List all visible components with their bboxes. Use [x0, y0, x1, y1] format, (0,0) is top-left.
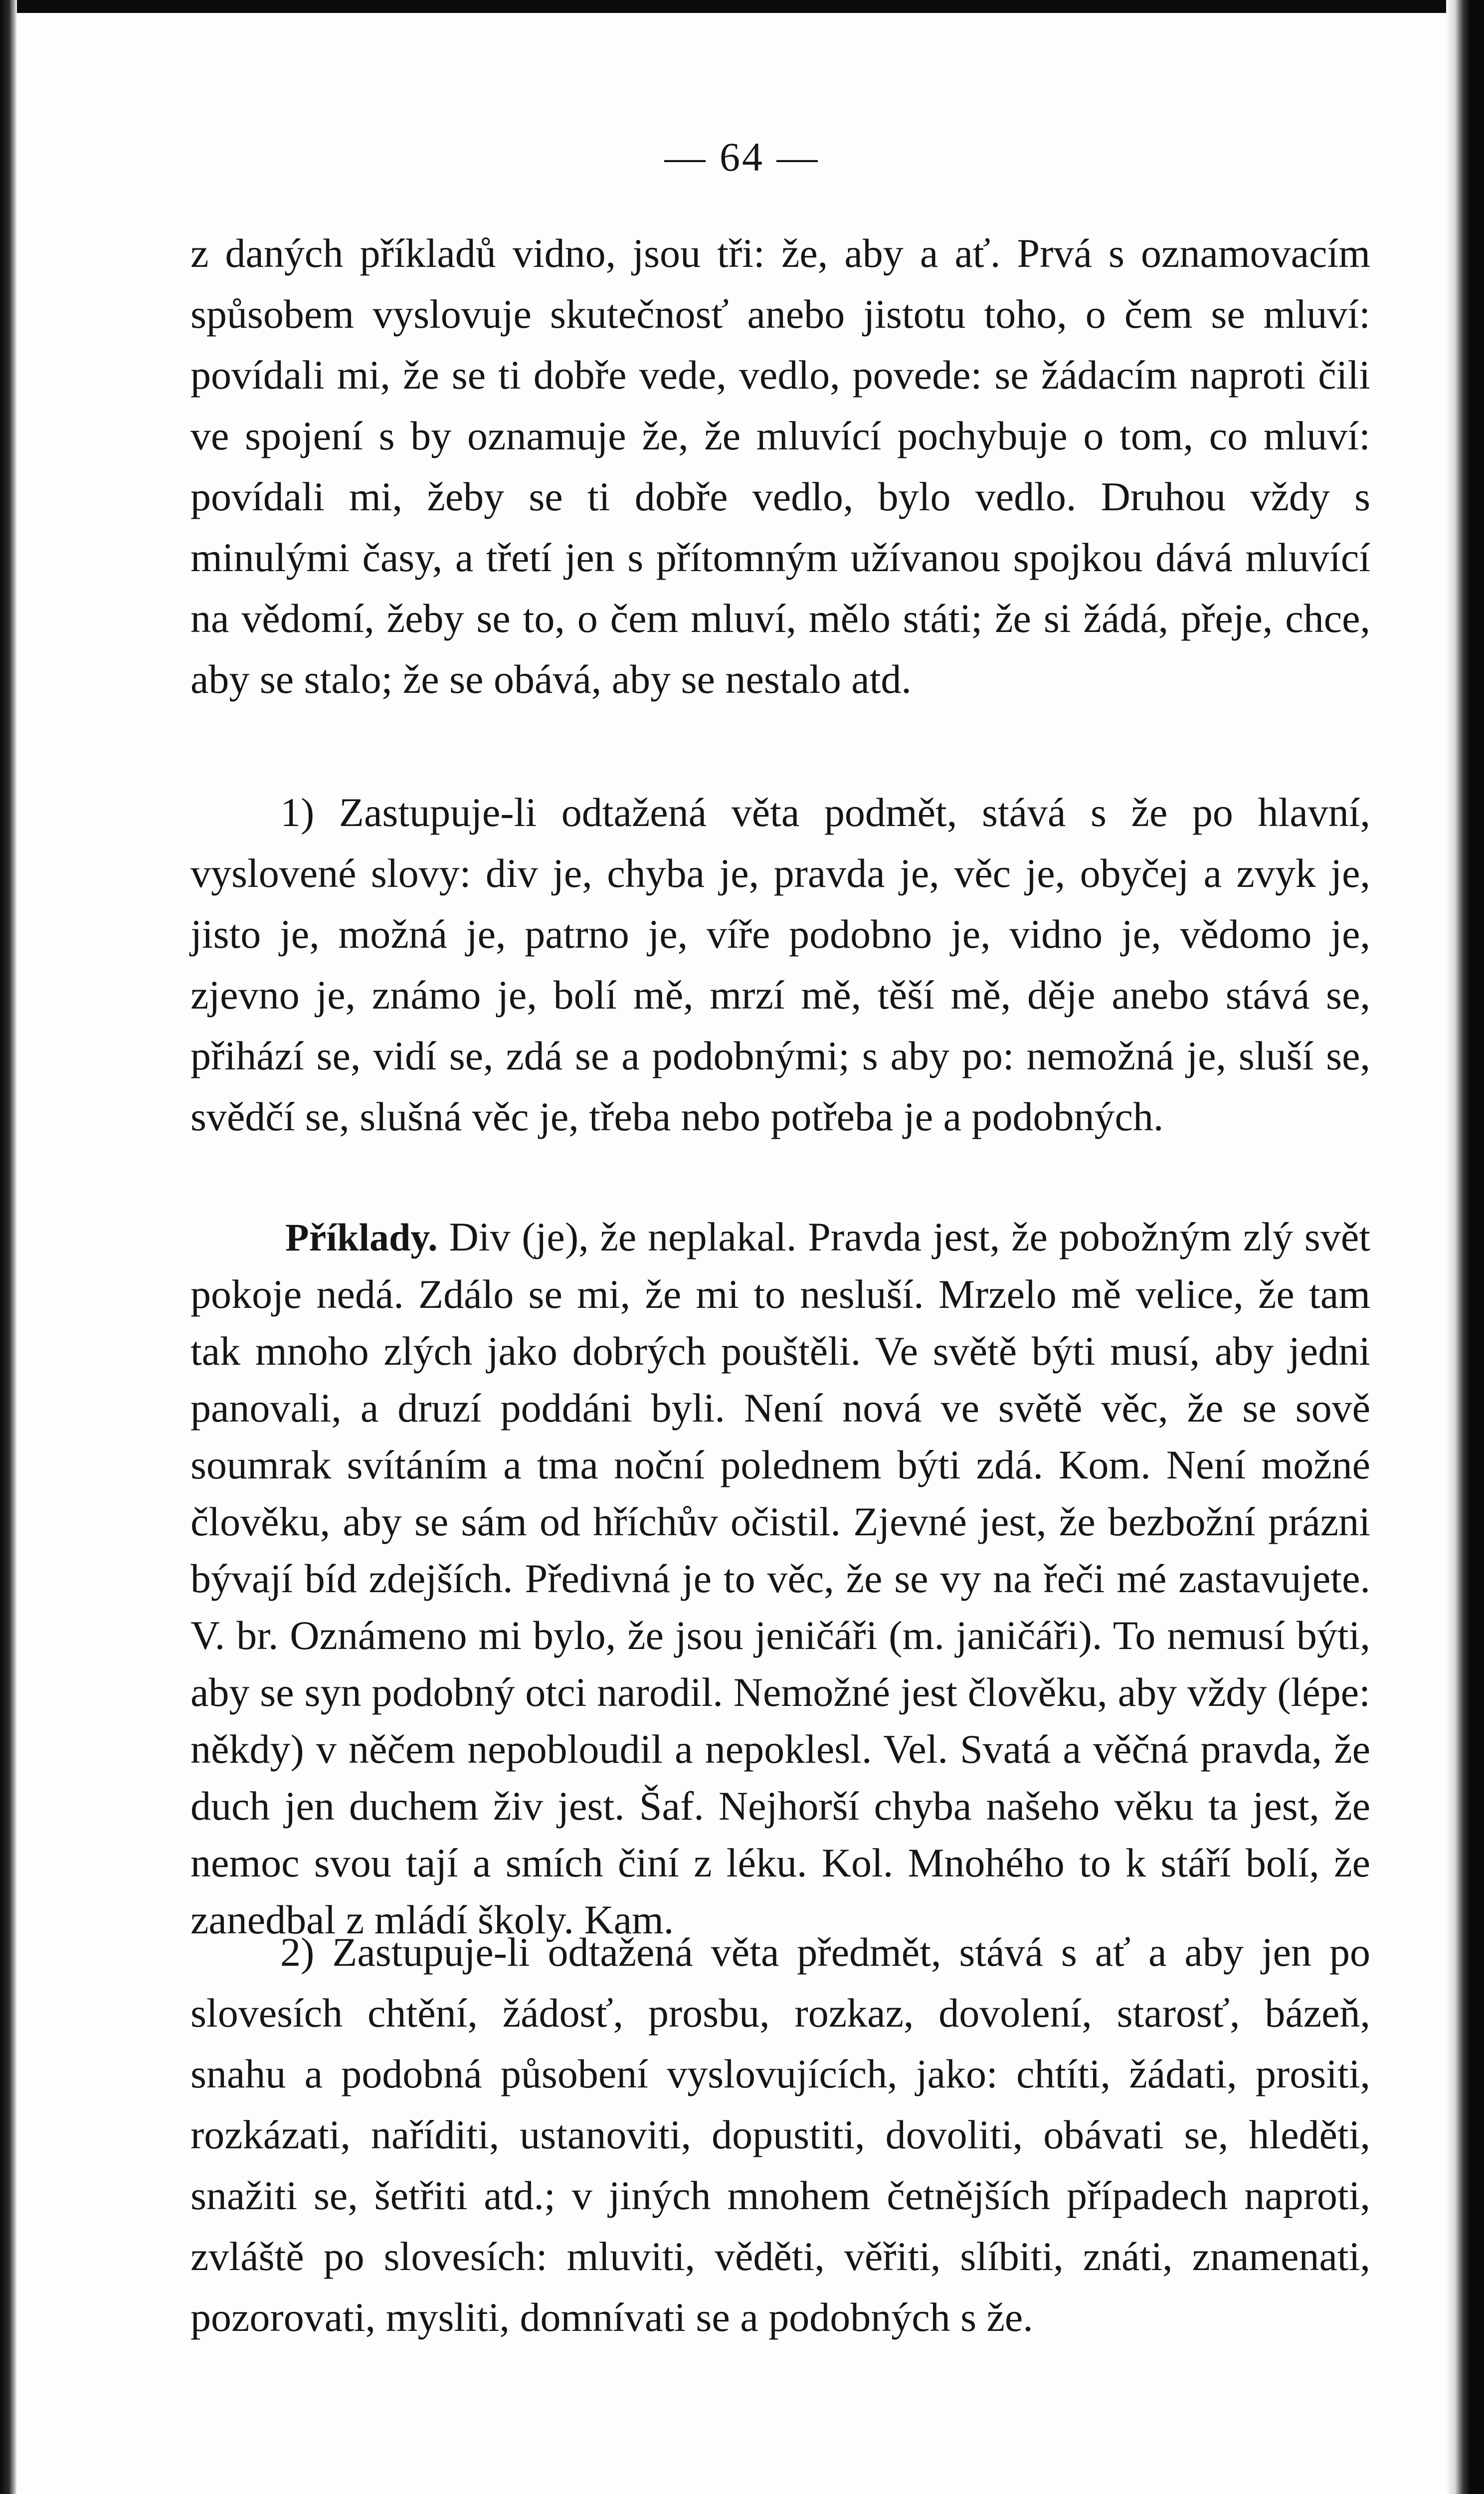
examples-label: Příklady.	[285, 1216, 438, 1259]
paragraph-subject-clause	[190, 782, 1370, 1147]
scan-top-edge	[0, 0, 1484, 13]
scan-left-edge	[0, 0, 17, 2494]
paragraph-examples	[190, 1209, 1370, 1948]
paragraph-object-clause	[190, 1922, 1370, 2348]
paragraph-examples-body	[190, 1209, 1370, 1948]
page-number: — 64 —	[664, 134, 820, 180]
paragraph-intro-text: z daných příkladů vidno, jsou tři: že, aby a ať. Prvá s oznamovacím spůsobem vyslovuje skutečnosť anebo jistotu toho, o čem se mluví: povídali mi, že se ti dobře vede, vedlo, povede: se žádacím naproti čili ve spojení s by oznamuje že, že mluvící pochybuje o tom, co mluví: povídali mi, žeby se ti dobře vedlo, bylo vedlo. Druhou vždy s minulými časy, a třetí jen s přítomným užívanou spojkou dává mluvící na vědomí, žeby se to, o čem mluví, mělo státi; že si žádá, přeje, chce, aby se stalo; že se obává, aby se nestalo atd.	[190, 230, 1370, 702]
scan-right-edge	[1446, 0, 1484, 2494]
examples-text: Div (je), že neplakal. Pravda jest, že pobožným zlý svět pokoje nedá. Zdálo se mi, že mi to nesluší. Mrzelo mě velice, že tam tak mnoho zlých jako dobrých pouštěli. Ve světě býti musí, aby jedni panovali, a druzí poddáni byli. Není nová ve světě věc, že se sově soumrak svítáním a tma noční polednem býti zdá. Kom. Není možné člověku, aby se sám od hříchův očistil. Zjevné jest, že bezbožní prázni bývají bíd zdejších. Předivná je to věc, že se vy na řeči mé zastavujete. V. br. Oznámeno mi bylo, že jsou jeničáři (m. janičáři). To nemusí býti, aby se syn podobný otci narodil. Nemožné jest člověku, aby vždy (lépe: někdy) v něčem nepobloudil a nepoklesl. Vel. Svatá a věčná pravda, že duch jen duchem živ jest. Šaf. Nejhorší chyba našeho věku ta jest, že nemoc svou tají a smích činí z léku. Kol. Mnohého to k stáří bolí, že zanedbal z mládí školy. Kam.	[190, 1214, 1370, 1942]
paragraph-intro	[190, 223, 1370, 710]
paragraph-object-clause-text: 2) Zastupuje-li odtažená věta předmět, stává s ať a aby jen po slovesích chtění, žádosť, prosbu, rozkaz, dovolení, starosť, bázeň, snahu a podobná působení vyslovujících, jako: chtíti, žádati, prositi, rozkázati, naříditi, ustanoviti, dopustiti, dovoliti, obávati se, hleděti, snažiti se, šetřiti atd.; v jiných mnohem četnějších případech naproti, zvláště po slovesích: mluviti, věděti, věřiti, slíbiti, znáti, znamenati, pozorovati, mysliti, domnívati se a podobných s že.	[190, 1929, 1370, 2340]
paragraph-subject-clause-text: 1) Zastupuje-li odtažená věta podmět, stává s že po hlavní, vyslovené slovy: div je, chyba je, pravda je, věc je, obyčej a zvyk je, jisto je, možná je, patrno je, víře podobno je, vidno je, vědomo je, zjevno je, známo je, bolí mě, mrzí mě, těší mě, děje anebo stává se, přihází se, vidí se, zdá se a podobnými; s aby po: nemožná je, sluší se, svědčí se, slušná věc je, třeba nebo potřeba je a podobných.	[190, 790, 1370, 1139]
